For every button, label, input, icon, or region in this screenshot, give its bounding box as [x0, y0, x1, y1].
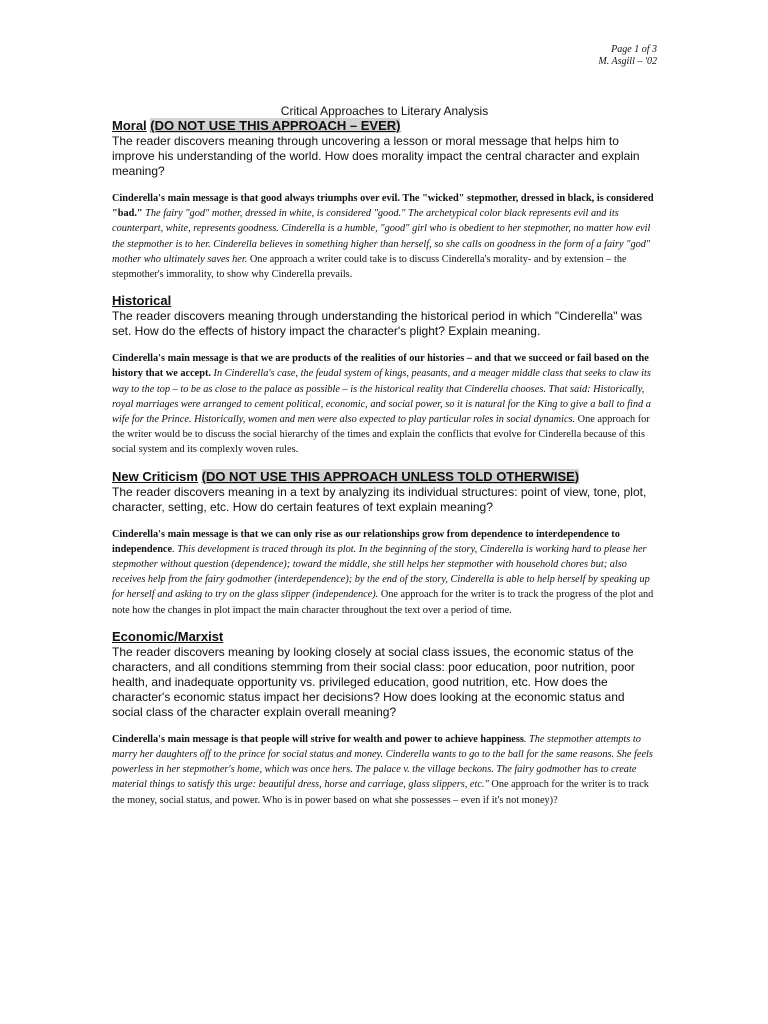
section-heading: [112, 629, 657, 645]
heading-label: Moral: [112, 118, 147, 133]
section-intro: The reader discovers meaning by looking closely at social class issues, the economic status of the characters, and all conditions stemming from their social class: poor education, poor nutrition, poor health, and inadequate opportunity vs. privileged education, good nutrition, etc. How does the character's economic status impact her decisions? How does looking at the economic status and social class of the character explain overall meaning?: [112, 644, 635, 719]
body-bold: Cinderella's main message is that we can only rise as our relationships grow from dependence to interdependence to independence: [112, 528, 620, 555]
warning-label: (DO NOT USE THIS APPROACH UNLESS TOLD OTHERWISE): [201, 468, 580, 484]
heading-label: New Criticism: [112, 468, 198, 484]
warning-label: (DO NOT USE THIS APPROACH – EVER): [150, 118, 401, 133]
section-body: [112, 732, 657, 808]
body-plain: One approach for the writer would be to discuss the social hierarchy of the times and explain the conflicts that evolve for Cinderella because of this social system and its complexly woven rules.: [112, 414, 650, 456]
section-new-criticism: [112, 469, 657, 618]
section-moral: [112, 118, 657, 282]
body-plain: One approach a writer could take is to discuss Cinderella's morality- and by extension – the stepmother's immorality, to show why Cinderella prevails.: [112, 253, 627, 281]
section-heading: [112, 118, 657, 134]
document-title: Critical Approaches to Literary Analysis: [280, 104, 489, 118]
body-plain: One approach for the writer is to track the money, social status, and power. Who is in power based on what she possesses – even if it's not money)?: [112, 779, 649, 806]
section-body: [112, 191, 657, 282]
heading-label: Historical: [112, 293, 172, 309]
document-page: [112, 44, 657, 808]
body-italic: . The stepmother attempts to marry her daughters off to the prince for social status and money. Cinderella wants to go to the ball for the same reasons. She feels powerless in her stepmother's home, which was once hers. The palace v. the village beckons. The fairy godmother has to create material things to satisfy this urge: beautiful dress, horse and carriage, glass slippers, etc.": [112, 733, 653, 791]
section-intro: The reader discovers meaning through uncovering a lesson or moral message that helps him to improve his understanding of the world. How does morality impact the central character and explain meaning?: [112, 134, 640, 178]
section-historical: [112, 293, 657, 457]
body-italic: The fairy "god" mother, dressed in white, is considered "good." The archetypical color black represents evil and its counterpart, white, represents goodness. Cinderella is a humble, "good" girl who is obedient to her stepmother, no matter how evil the stepmother is to her. Cinderella believes in something higher than herself, so she calls on goodness in the form of a fairy "god" mother who ultimately saves her.: [112, 208, 651, 265]
section-heading: [112, 469, 657, 485]
page-header: [112, 44, 657, 68]
page-number: Page 1 of 3: [611, 44, 657, 55]
body-plain: One approach for the writer is to track the progress of the plot and note how the changes in plot impact the main character throughout the text over a period of time.: [112, 589, 654, 616]
body-italic: . This development is traced through its plot. In the beginning of the story, Cinderella is working hard to please her stepmother without question (dependence); toward the middle, she still helps her stepmother with household chores but; also receives help from the fairy godmother (interdependence); by the end of the story, Cinderella is able to help herself by speaking up for herself and asking to try on the glass slipper (independence).: [112, 543, 650, 601]
section-intro: The reader discovers meaning through understanding the historical period in which "Cinderella" was set. How do the effects of history impact the character's plight? Explain meaning.: [112, 309, 643, 339]
body-italic: In Cinderella's case, the feudal system of kings, peasants, and a meager middle class that seeks to claw its way to the top – to be as close to the palace as possible – is the historical reality that Cinderella chooses. That said: Historically, royal marriages were arranged to cement political, economic, and social power, so it is natural for the King to give a ball to find a wife for the Prince. Historically, women and men were also expected to play particular roles in social dynamics.: [112, 368, 651, 426]
body-bold: Cinderella's main message is that people will strive for wealth and power to achieve happiness: [112, 733, 524, 745]
body-bold: Cinderella's main message is that good always triumphs over evil. The "wicked" stepmother, dressed in black, is considered "bad.": [112, 193, 654, 220]
heading-label: Economic/Marxist: [112, 628, 224, 644]
section-heading: [112, 293, 657, 309]
body-bold: Cinderella's main message is that we are products of the realities of our histories – and that we succeed or fail based on the history that we accept.: [112, 353, 649, 380]
section-body: [112, 351, 657, 457]
section-economic-marxist: [112, 629, 657, 808]
section-body: [112, 527, 657, 618]
section-intro: The reader discovers meaning in a text by analyzing its individual structures: point of view, tone, plot, character, setting, etc. How do certain features of text explain meaning?: [112, 484, 647, 514]
author-line: M. Asgill – '02: [598, 56, 657, 67]
